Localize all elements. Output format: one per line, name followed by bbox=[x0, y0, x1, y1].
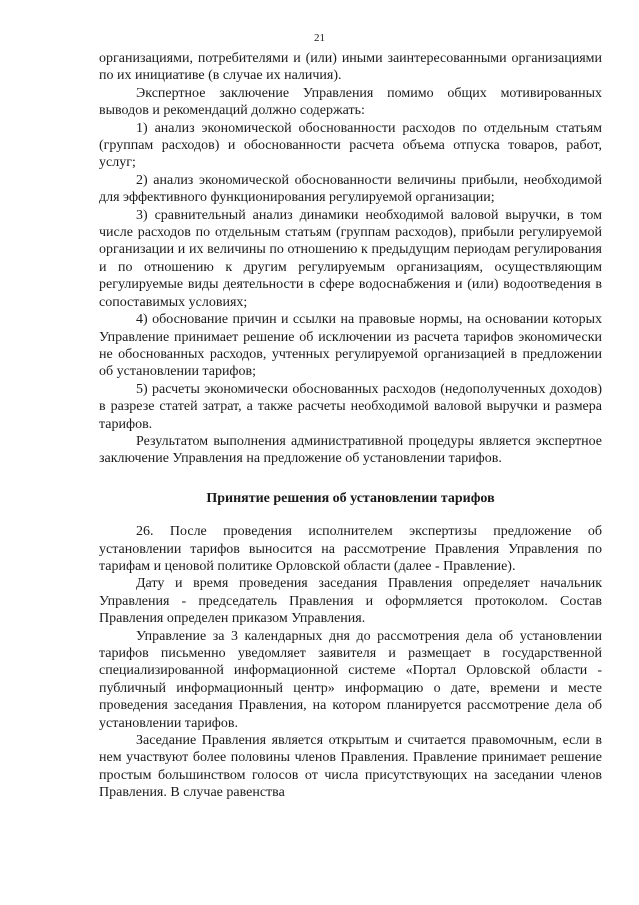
list-item: 3) сравнительный анализ динамики необходимой валовой выручки, в том числе расходов по отдельным статьям (группам расходов), прибыли регулируемой организации и их величины по отношению к предыдущим периодам регулирования и по отношению к другим регулируемым организациям, осуществляющим регулируемые виды деятельности в сфере водоснабжения и (или) водоотведения в сопоставимых условиях; bbox=[99, 207, 602, 310]
body-paragraph: Заседание Правления является открытым и считается правомочным, если в нем участвуют более половины членов Правления. Правление принимает решение простым большинством голосов от числа присутствующих на заседании членов Правления. В случае равенства bbox=[99, 733, 602, 801]
continuation-paragraph: организациями, потребителями и (или) иными заинтересованными организациями по их инициативе (в случае их наличия). bbox=[99, 51, 602, 84]
body-paragraph: Управление за 3 календарных дня до рассмотрения дела об установлении тарифов письменно уведомляет заявителя и размещает в государственной специализированной информационной системе «Портал Орловской области - публичный информационный центр» информацию о дате, времени и месте проведения заседания Правления, на котором планируется рассмотрение дела об установлении тарифов. bbox=[99, 628, 602, 731]
document-body bbox=[99, 50, 602, 802]
list-item: 1) анализ экономической обоснованности расходов по отдельным статьям (группам расходов) и обоснованности расчета объема отпуска товаров, работ, услуг; bbox=[99, 120, 602, 171]
page-number: 21 bbox=[314, 32, 325, 44]
list-item: 4) обоснование причин и ссылки на правовые нормы, на основании которых Управление принимает решение об исключении из расчета тарифов экономически не обоснованных расходов, учтенных регулируемой организацией в предложении об установлении тарифов; bbox=[99, 312, 602, 380]
result-paragraph: Результатом выполнения административной процедуры является экспертное заключение Управления на предложение об установлении тарифов. bbox=[99, 433, 602, 467]
body-paragraph: Дату и время проведения заседания Правления определяет начальник Управления - председатель Правления и оформляется протоколом. Состав Правления определен приказом Управления. bbox=[99, 576, 602, 627]
list-item: 5) расчеты экономически обоснованных расходов (недополученных доходов) в разрезе статей затрат, а также расчеты необходимой валовой выручки и размера тарифов. bbox=[99, 381, 602, 432]
section-heading: Принятие решения об установлении тарифов bbox=[206, 490, 495, 506]
list-item: 2) анализ экономической обоснованности величины прибыли, необходимой для эффективного функционирования регулируемой организации; bbox=[99, 172, 602, 206]
intro-paragraph: Экспертное заключение Управления помимо общих мотивированных выводов и рекомендаций должно содержать: bbox=[99, 85, 602, 119]
body-paragraph: 26. После проведения исполнителем экспертизы предложение об установлении тарифов выносится на рассмотрение Правления Управления по тарифам и ценовой политике Орловской области (далее - Правление). bbox=[99, 524, 602, 574]
